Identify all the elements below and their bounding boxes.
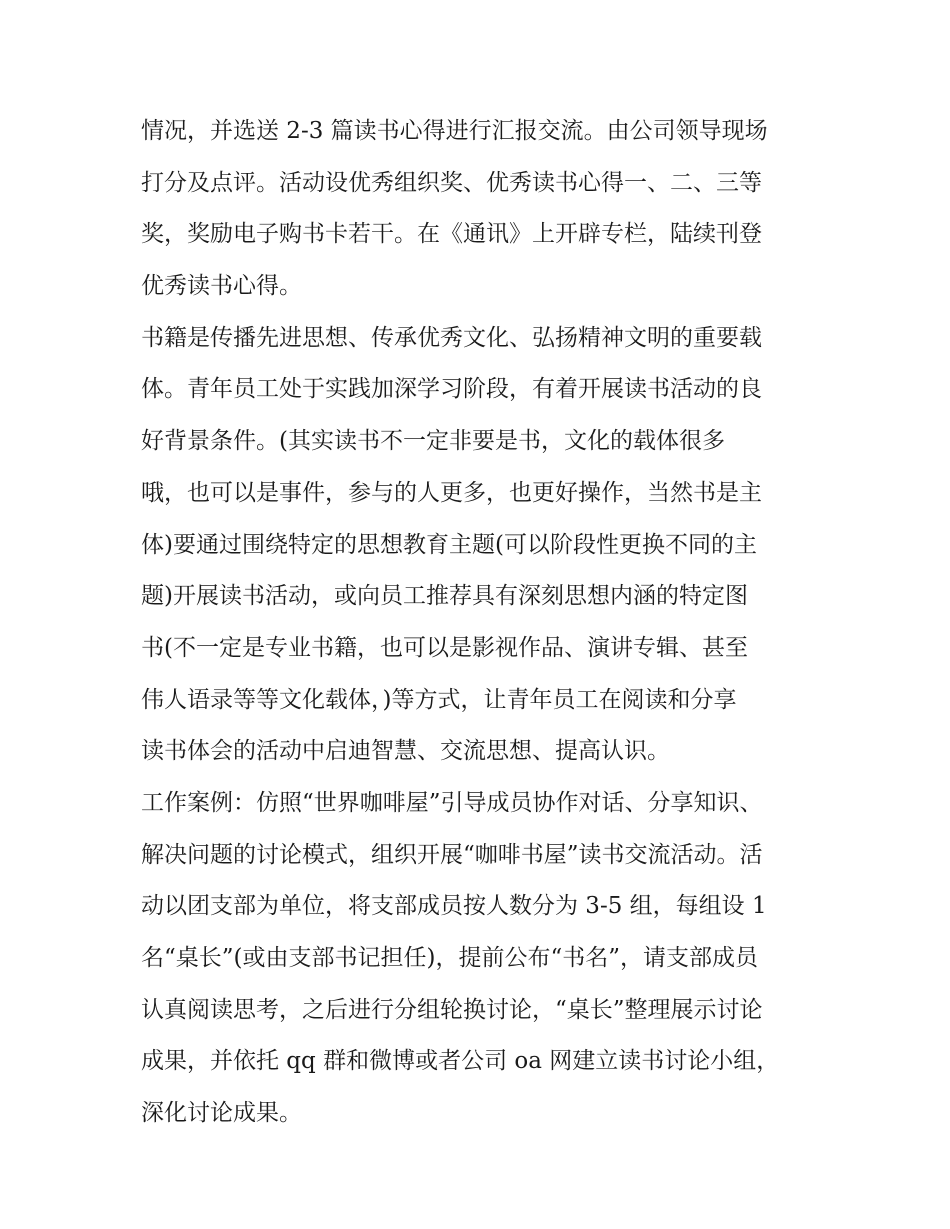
paragraph-reading-report	[141, 106, 821, 313]
text-line: 打分及点评。活动设优秀组织奖、优秀读书心得一、二、三等	[141, 169, 762, 196]
text-line: 情况，并选送 2-3 篇读书心得进行汇报交流。由公司领导现场	[141, 118, 768, 144]
text-line: 认真阅读思考，之后进行分组轮换讨论，“桌长”整理展示讨论	[141, 996, 763, 1023]
text-line: 优秀读书心得。	[141, 273, 302, 300]
text-line: 好背景条件。(其实读书不一定非要是书，文化的载体很多	[141, 428, 725, 455]
text-line: 体)要通过围绕特定的思想教育主题(可以阶段性更换不同的主	[141, 531, 757, 558]
text-line: 读书体会的活动中启迪智慧、交流思想、提高认识。	[141, 738, 670, 765]
text-line: 工作案例：仿照“世界咖啡屋”引导成员协作对话、分享知识、	[141, 789, 763, 816]
text-line: 动以团支部为单位，将支部成员按人数分为 3-5 组，每组设 1	[141, 893, 767, 920]
text-line: 体。青年员工处于实践加深学习阶段，有着开展读书活动的良	[141, 376, 762, 403]
text-line: 书籍是传播先进思想、传承优秀文化、弘扬精神文明的重要载	[141, 324, 762, 351]
text-line: 伟人语录等等文化载体，)等方式，让青年员工在阅读和分享	[141, 686, 737, 713]
text-line: 哦，也可以是事件，参与的人更多，也更好操作，当然书是主	[141, 479, 762, 506]
text-line: 书(不一定是专业书籍，也可以是影视作品、演讲专辑、甚至	[141, 634, 748, 661]
text-line: 成果，并依托 qq 群和微博或者公司 oa 网建立读书讨论小组，	[141, 1048, 780, 1075]
text-line: 题)开展读书活动，或向员工推荐具有深刻思想内涵的特定图	[141, 583, 748, 610]
text-line: 深化讨论成果。	[141, 1100, 302, 1127]
paragraph-books-carrier	[141, 313, 821, 778]
text-line: 名“桌长”(或由支部书记担任)，提前公布“书名”，请支部成员	[141, 945, 758, 971]
text-line: 解决问题的讨论模式，组织开展“咖啡书屋”读书交流活动。活	[141, 841, 763, 868]
body-text	[141, 106, 821, 1140]
text-line: 奖，奖励电子购书卡若干。在《通讯》上开辟专栏，陆续刊登	[141, 221, 762, 248]
paragraph-work-case	[141, 778, 821, 1140]
